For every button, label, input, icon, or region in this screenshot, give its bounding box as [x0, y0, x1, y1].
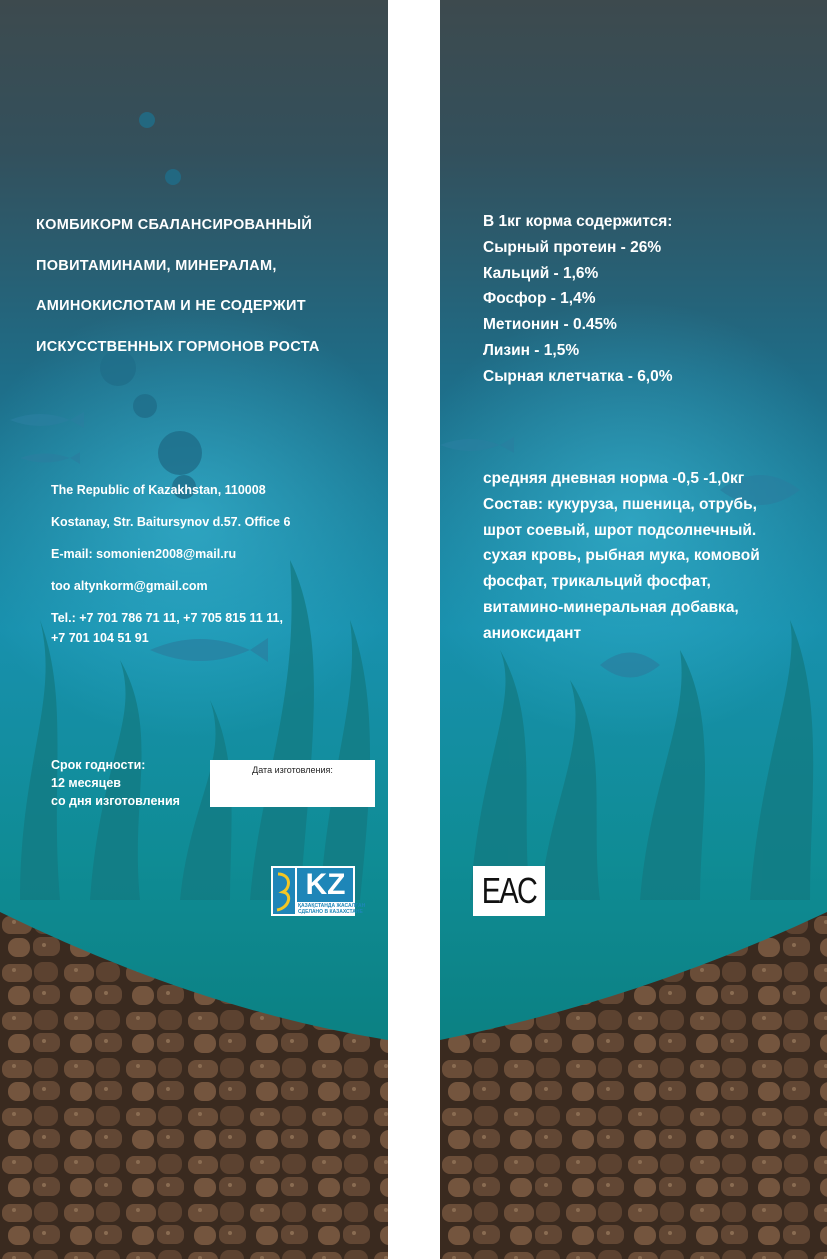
- composition-line: витамино-минеральная добавка,: [483, 598, 739, 616]
- composition-line: шрот соевый, шрот подсолнечный.: [483, 521, 757, 539]
- claim-line: ПОВИТАМИНАМИ, МИНЕРАЛАМ,: [36, 257, 277, 274]
- phone-line-2: +7 701 104 51 91: [51, 631, 149, 645]
- nutrition-line: Фосфор - 1,4%: [483, 290, 596, 308]
- claim-line: КОМБИКОРМ СБАЛАНСИРОВАННЫЙ: [36, 217, 313, 233]
- made-in-kazakhstan-logo: [271, 866, 366, 916]
- nutrition-line: Лизин - 1,5%: [483, 341, 580, 359]
- phone-line-1: Tel.: +7 701 786 71 11, +7 705 815 11 11,: [51, 611, 283, 625]
- product-claims: [36, 215, 320, 377]
- nutrition-line: Сырный протеин - 26%: [483, 238, 662, 256]
- composition-line: аниоксидант: [483, 624, 582, 642]
- shelf-life-line: 12 месяцев: [51, 776, 121, 790]
- contact-info: [51, 481, 290, 647]
- email-line-2: too altynkorm@gmail.com: [51, 579, 208, 593]
- address-line-2: Kostanay, Str. Baitursynov d.57. Office 6: [51, 515, 291, 529]
- composition-line: сухая кровь, рыбная мука, комовой: [483, 547, 760, 565]
- shelf-life-line: со дня изготовления: [51, 794, 180, 808]
- kz-logo-caption-1: ҚАЗАҚСТАНДА ЖАСАЛҒАН: [298, 903, 366, 909]
- right-panel: [440, 0, 827, 1259]
- eac-certification-mark: [473, 866, 545, 916]
- composition-line: Состав: кукуруза, пшеница, отрубь,: [483, 495, 757, 513]
- eac-mark-text: EAC: [481, 870, 537, 911]
- nutrition-line: Метионин - 0.45%: [483, 316, 617, 334]
- shelf-life: [51, 756, 180, 810]
- manufacture-date-label: Дата изготовления:: [252, 765, 333, 775]
- nutrition-line: В 1кг корма содержится:: [483, 213, 673, 230]
- composition-line: средняя дневная норма -0,5 -1,0кг: [483, 470, 745, 487]
- claim-line: АМИНОКИСЛОТАМ И НЕ СОДЕРЖИТ: [36, 298, 306, 314]
- kz-logo-text: KZ: [305, 868, 346, 901]
- composition-line: фосфат, трикальций фосфат,: [483, 573, 711, 591]
- nutrition-line: Сырная клетчатка - 6,0%: [483, 367, 673, 385]
- manufacture-date-box: [210, 760, 375, 807]
- email-line: E-mail: somonien2008@mail.ru: [51, 547, 237, 561]
- claim-line: ИСКУССТВЕННЫХ ГОРМОНОВ РОСТА: [36, 338, 320, 355]
- nutrition-facts: [483, 212, 673, 393]
- nutrition-line: Кальций - 1,6%: [483, 264, 599, 282]
- composition: [483, 469, 760, 650]
- left-panel: [0, 0, 388, 1259]
- address-line-1: The Republic of Kazakhstan, 110008: [51, 483, 266, 497]
- kz-logo-caption-2: СДЕЛАНО В КАЗАХСТАНЕ: [298, 909, 363, 915]
- shelf-life-line: Срок годности:: [51, 758, 146, 772]
